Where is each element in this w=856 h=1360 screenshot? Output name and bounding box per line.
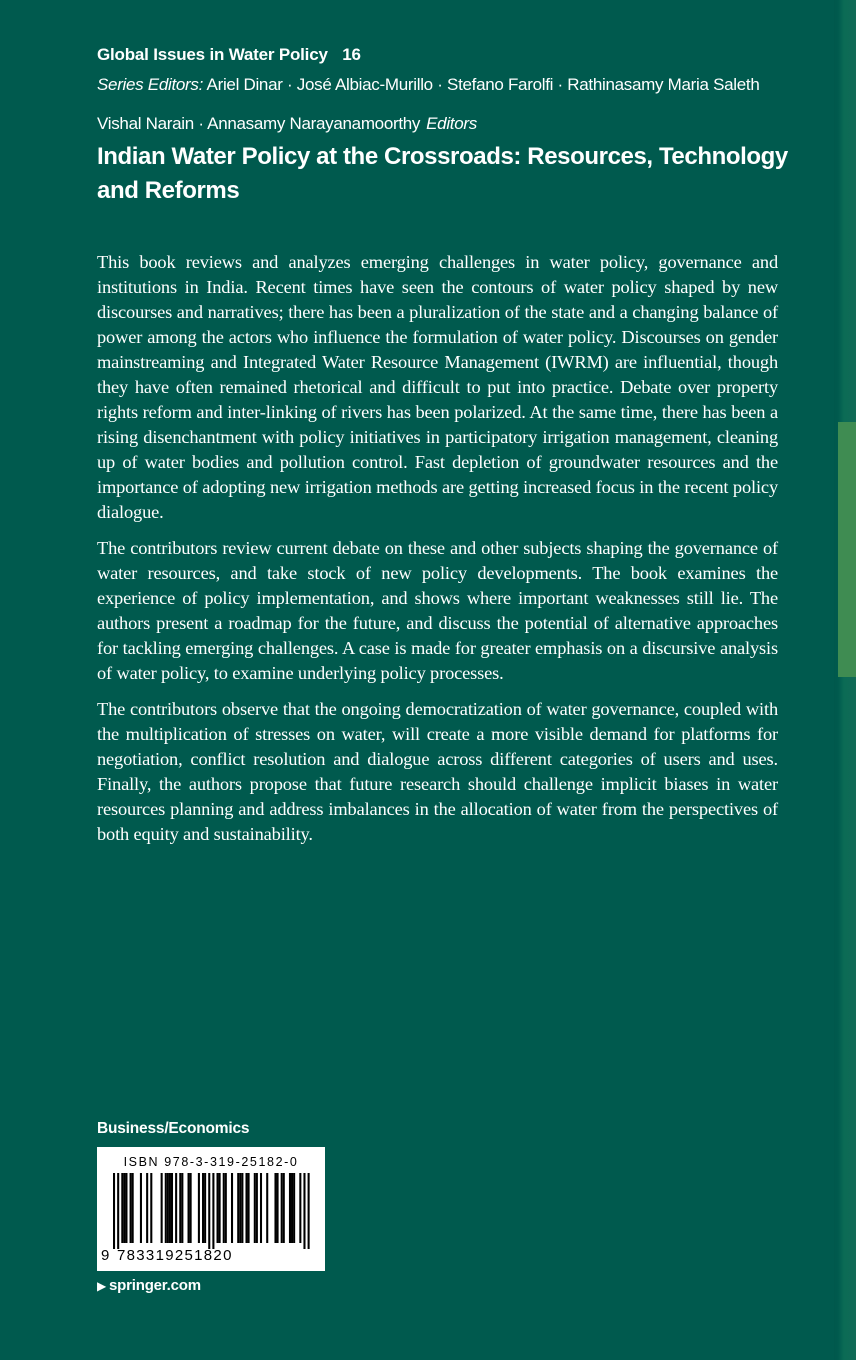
barcode-bar <box>256 1173 258 1243</box>
barcode-bar <box>237 1173 239 1243</box>
barcode-bar <box>274 1173 276 1243</box>
barcode-bar <box>219 1173 221 1243</box>
blurb-paragraph-3: The contributors observe that the ongoing democratization of water governance, coupled with the multiplication of stresses on water, will create a more visible demand for platforms for negotiation, conflict resolution and dialogue across different categories of users and uses. Finally, the authors propose that future research should challenge implicit biases in water resources planning and address imbalances in the allocation of water from the perspectives of both equity and sustainability. <box>97 699 778 844</box>
subject-category: Business/Economics <box>97 1120 250 1137</box>
barcode-digit-string: 783319251820 <box>117 1247 233 1264</box>
spine-accent-stripe <box>838 422 856 677</box>
barcode-bar <box>283 1173 285 1243</box>
barcode-bar <box>198 1173 200 1243</box>
barcode-bar <box>204 1173 206 1243</box>
barcode-bar <box>245 1173 247 1243</box>
barcode-bar <box>130 1173 132 1243</box>
barcode-bar <box>146 1173 148 1243</box>
barcode-bar <box>239 1173 241 1243</box>
barcode-bar <box>291 1173 293 1243</box>
barcode-bar <box>121 1173 123 1243</box>
publisher-site: springer.com <box>109 1277 201 1294</box>
barcode-bar <box>165 1173 167 1243</box>
barcode-bar <box>202 1173 204 1243</box>
isbn-label: ISBN 978-3-319-25182-0 <box>123 1155 299 1169</box>
book-editors-names: Vishal Narain · Annasamy Narayanamoorthy <box>97 114 421 133</box>
barcode-bar <box>181 1173 183 1243</box>
barcode-bar <box>123 1173 125 1243</box>
barcode-bar <box>303 1173 305 1249</box>
blurb-paragraph-2: The contributors review current debate on these and other subjects shaping the governance of water resources, and take stock of new policy developments. The book examines the experience of policy implementation, and shows where important weaknesses still lie. The authors present a roadmap for the future, and discuss the potential of alternative approaches for tackling emerging challenges. A case is made for greater emphasis on a discursive analysis of water policy, to examine underlying policy processes. <box>97 538 778 683</box>
barcode-bar <box>241 1173 243 1243</box>
barcode-bar <box>125 1173 127 1243</box>
series-editors-label: Series Editors: <box>97 75 204 94</box>
barcode-bar <box>266 1173 268 1243</box>
blurb-paragraph-1: This book reviews and analyzes emerging challenges in water policy, governance and institutions in India. Recent times have seen the contours of water policy shaped by new discourses and narratives; there has been a pluralization of the state and a changing balance of power among the actors who influence the formulation of water policy. Discourses on gender mainstreaming and Integrated Water Resource Management (IWRM) are influential, though they have often remained rhetorical and difficult to put into practice. Debate over property rights reform and inter-linking of rivers has been polarized. At the same time, there has been a rising disenchantment with policy initiatives in participatory irrigation management, cleaning up of water bodies and pollution control. Fast depletion of groundwater resources and the importance of adopting new irrigation methods are getting increased focus in the recent policy dialogue. <box>97 252 778 522</box>
series-editors-line <box>97 75 759 95</box>
barcode-bar <box>188 1173 190 1243</box>
barcode-bar <box>150 1173 152 1243</box>
barcode-bar <box>248 1173 250 1243</box>
arrow-right-icon: ▶ <box>97 1279 107 1293</box>
barcode-bar <box>225 1173 227 1243</box>
barcode-bar <box>190 1173 192 1243</box>
book-editors-label: Editors <box>426 114 477 133</box>
barcode-bar <box>293 1173 295 1243</box>
barcode-bar <box>299 1173 301 1243</box>
barcode-bar <box>308 1173 310 1249</box>
barcode-bar <box>281 1173 283 1243</box>
barcode-bar <box>212 1173 214 1249</box>
series-volume: 16 <box>342 45 361 64</box>
barcode-bar <box>231 1173 233 1243</box>
series-name: Global Issues in Water Policy <box>97 45 328 64</box>
barcode-bar <box>171 1173 173 1243</box>
barcode-bar <box>140 1173 142 1243</box>
isbn-barcode <box>97 1147 325 1271</box>
barcode-bar <box>223 1173 225 1243</box>
barcode-bar <box>113 1173 115 1249</box>
barcode-bar <box>217 1173 219 1243</box>
barcode-bar <box>169 1173 171 1243</box>
barcode-bar <box>179 1173 181 1243</box>
book-title: Indian Water Policy at the Crossroads: Resources, Technology and Reforms <box>97 143 788 204</box>
barcode-first-digit: 9 <box>101 1247 110 1264</box>
barcode-bar <box>132 1173 134 1243</box>
barcode-bar <box>117 1173 119 1249</box>
barcode-bar <box>175 1173 177 1243</box>
barcode-bar <box>277 1173 279 1243</box>
barcode-bar <box>254 1173 256 1243</box>
series-title-line <box>97 45 361 65</box>
series-editors-names: Ariel Dinar · José Albiac-Murillo · Stefano Farolfi · Rathinasamy Maria Saleth <box>206 75 760 94</box>
barcode-bar <box>289 1173 291 1243</box>
barcode-bar <box>161 1173 163 1243</box>
barcode-bars-icon <box>97 1173 325 1249</box>
spine-edge <box>834 0 856 1360</box>
barcode-bar <box>208 1173 210 1249</box>
barcode-bar <box>260 1173 262 1243</box>
book-editors-line <box>97 114 477 134</box>
publisher-link[interactable] <box>97 1277 201 1294</box>
barcode-bar <box>167 1173 169 1243</box>
blurb-text <box>97 250 778 858</box>
